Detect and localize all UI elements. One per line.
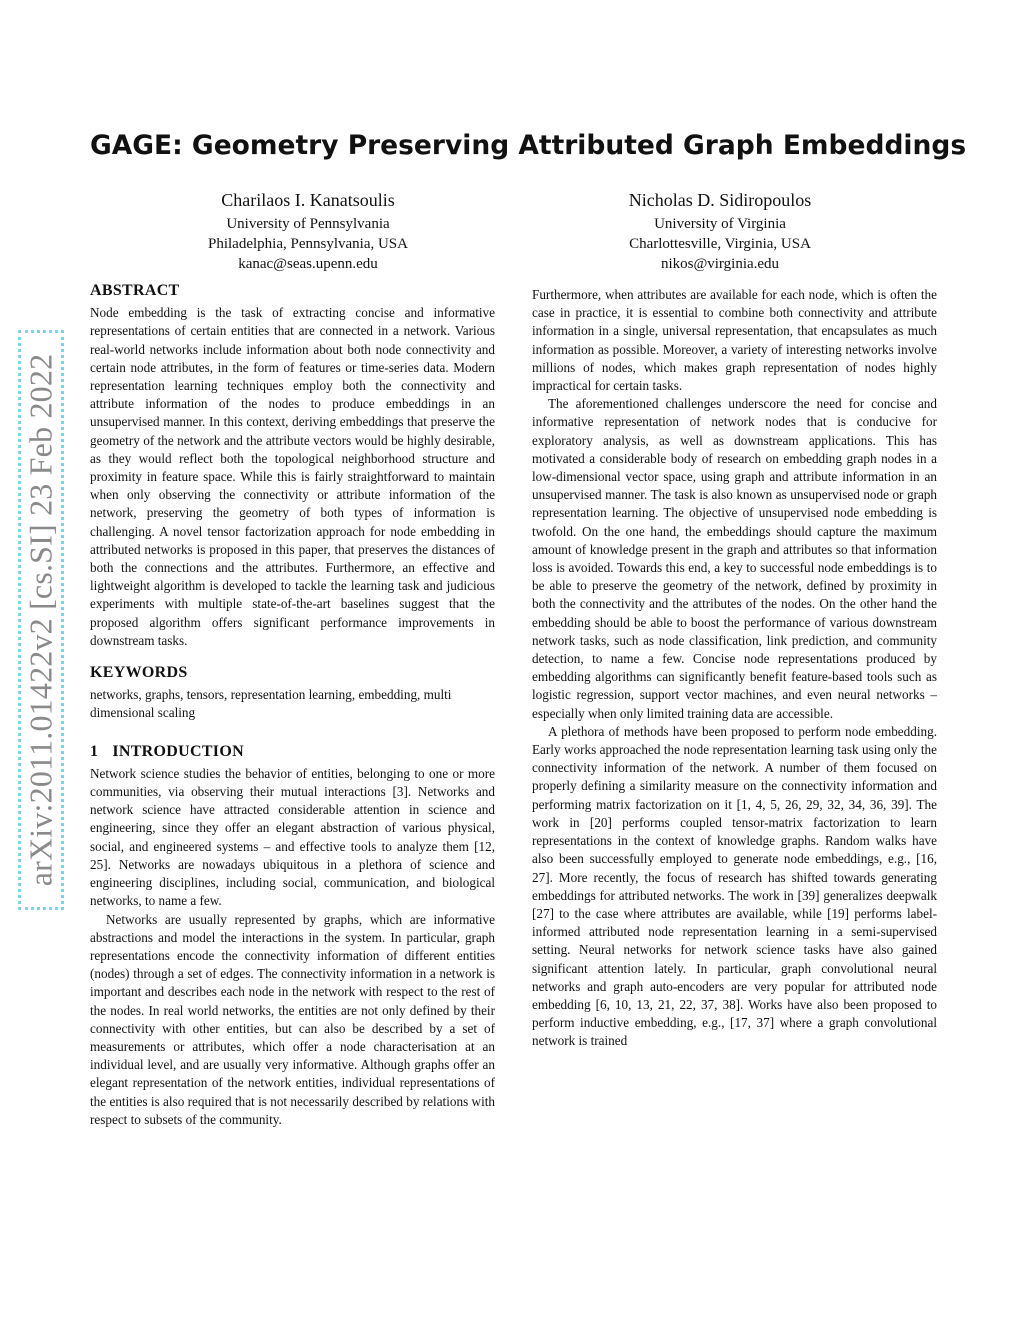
keywords-text: networks, graphs, tensors, representation learning, embedding, multi dimensional scaling <box>90 687 452 721</box>
keywords-heading: KEYWORDS <box>90 664 188 682</box>
author-location: Philadelphia, Pennsylvania, USA <box>208 236 408 252</box>
arxiv-identifier-stamp <box>18 330 64 910</box>
author-email: nikos@virginia.edu <box>660 256 780 272</box>
intro-paragraph: Network science studies the behavior of entities, belonging to one or more communities, via observing their mutual interactions [3]. Networks and network science have attracted considerable attention in science and engineering, since they offer an elegant abstraction of various physical, social, and engineered systems – and effective tools to analyze them [12, 25]. Networks are nowadays ubiquitous in a plethora of science and engineering disciplines, including social, communication, and biological networks, to name a few. <box>90 765 495 909</box>
author-block-1 <box>143 188 473 274</box>
author-block-2 <box>555 188 885 274</box>
intro-paragraph: Networks are usually represented by graphs, which are informative abstractions and model the interactions in the system. In particular, graph representations encode the connectivity information of different entities (nodes) through a set of edges. The connectivity information in a network is important and describes each node in the network with respect to the rest of the nodes. In real world networks, the entities are not only defined by their connectivity with other entities, but can also be described by a set of measurements or attributes, which offer a node characterisation at an individual level, and are usually very informative. Although graphs offer an elegant representation of the network entities, individual representations of the entities is also required that is not necessarily described by relations with respect to subsets of the community. <box>90 911 495 1127</box>
author-email: kanac@seas.upenn.edu <box>238 256 378 272</box>
abstract-text: Node embedding is the task of extracting concise and informative representations of certain entities that are connected in a network. Various real-world networks include information about both node connectivity and certain node attributes, in the form of features or time-series data. Modern representation learning techniques employ both the connectivity and attribute information of the nodes to produce embeddings in an unsupervised manner. In this context, deriving embeddings that preserve the geometry of the network and the attribute vectors would be highly desirable, as they would reflect both the topological neighborhood structure and proximity in feature space. While this is fairly straightforward to maintain when only observing the connectivity or attribute information of the network, preserving the geometry of both types of information is challenging. A novel tensor factorization approach for node embedding in attributed networks is proposed in this paper, that preserves the distances of both the connections and the attributes. Furthermore, an effective and lightweight algorithm is developed to tackle the learning task and judicious experiments with multiple state-of-the-art baselines suggest that the proposed algorithm offers significant performance improvements in downstream tasks. <box>90 305 495 648</box>
intro-paragraph: Furthermore, when attributes are available for each node, which is often the case in practice, it is essential to combine both connectivity and attribute information in a single, universal representation, that encapsulates as much information as possible. Moreover, a variety of interesting networks involve millions of nodes, which makes graph representation of nodes highly impractical for certain tasks. <box>532 287 937 394</box>
intro-paragraph: The aforementioned challenges underscore the need for concise and informative representation of network nodes that is conducive for exploratory analysis, as well as downstream applications. This has motivated a considerable body of research on embedding graph nodes in a low-dimensional vector space, using graph and attribute information in an unsupervised manner. The task is also known as unsupervised node or graph representation learning. The objective of unsupervised node embedding is twofold. On the one hand, the embeddings should capture the maximum amount of knowledge present in the graph and attributes so that information loss is avoided. Towards this end, a key to successful node embeddings is to be able to preserve the geometry of the network, defined by proximity in both the connectivity and the attributes of the nodes. On the other hand the embedding should be able to boost the performance of various downstream network tasks, such as node classification, link prediction, and community detection, to name a few. Concise node representations produced by embedding algorithms can significantly benefit feature-based tools such as logistic regression, support vector machines, and even neural networks – especially when only limited training data are accessible. <box>532 396 937 721</box>
abstract-heading: ABSTRACT <box>90 282 180 299</box>
author-affiliation: University of Pennsylvania <box>226 216 390 232</box>
author-location: Charlottesville, Virginia, USA <box>629 236 811 252</box>
right-column <box>532 286 937 1051</box>
author-name: Charilaos I. Kanatsoulis <box>221 190 395 210</box>
arxiv-identifier-text: arXiv:2011.01422v2 [cs.SI] 23 Feb 2022 <box>22 353 59 887</box>
author-name: Nicholas D. Sidiropoulos <box>628 190 812 210</box>
introduction-heading <box>90 743 495 761</box>
section-number: 1 <box>90 742 99 760</box>
section-title: INTRODUCTION <box>112 742 244 760</box>
author-affiliation: University of Virginia <box>654 216 786 232</box>
left-column <box>90 282 495 1129</box>
intro-paragraph: A plethora of methods have been proposed to perform node embedding. Early works approached the node representation learning task using only the connectivity information of the network. A number of them focused on properly defining a similarity measure on the connectivity information and performing matrix factorization on it [1, 4, 5, 26, 29, 32, 34, 36, 39]. The work in [20] performs coupled tensor-matrix factorization to learn representations in the context of knowledge graphs. Random walks have also been successfully employed to generate node embeddings, e.g., [16, 27]. More recently, the focus of research has shifted towards generating embeddings for attributed networks. The work in [39] generalizes deepwalk [27] to the case where attributes are available, while [19] performs label-informed attributed node representation learning in a semi-supervised setting. Neural networks for network science tasks have also gained significant attention lately. In particular, graph convolutional neural networks and graph auto-encoders are very popular for attributed node embedding [6, 10, 13, 21, 22, 37, 38]. Works have also been proposed to perform inductive embedding, e.g., [17, 37] where a graph convolutional network is trained <box>532 723 937 1049</box>
paper-title: GAGE: Geometry Preserving Attributed Graph Embeddings <box>90 130 967 161</box>
